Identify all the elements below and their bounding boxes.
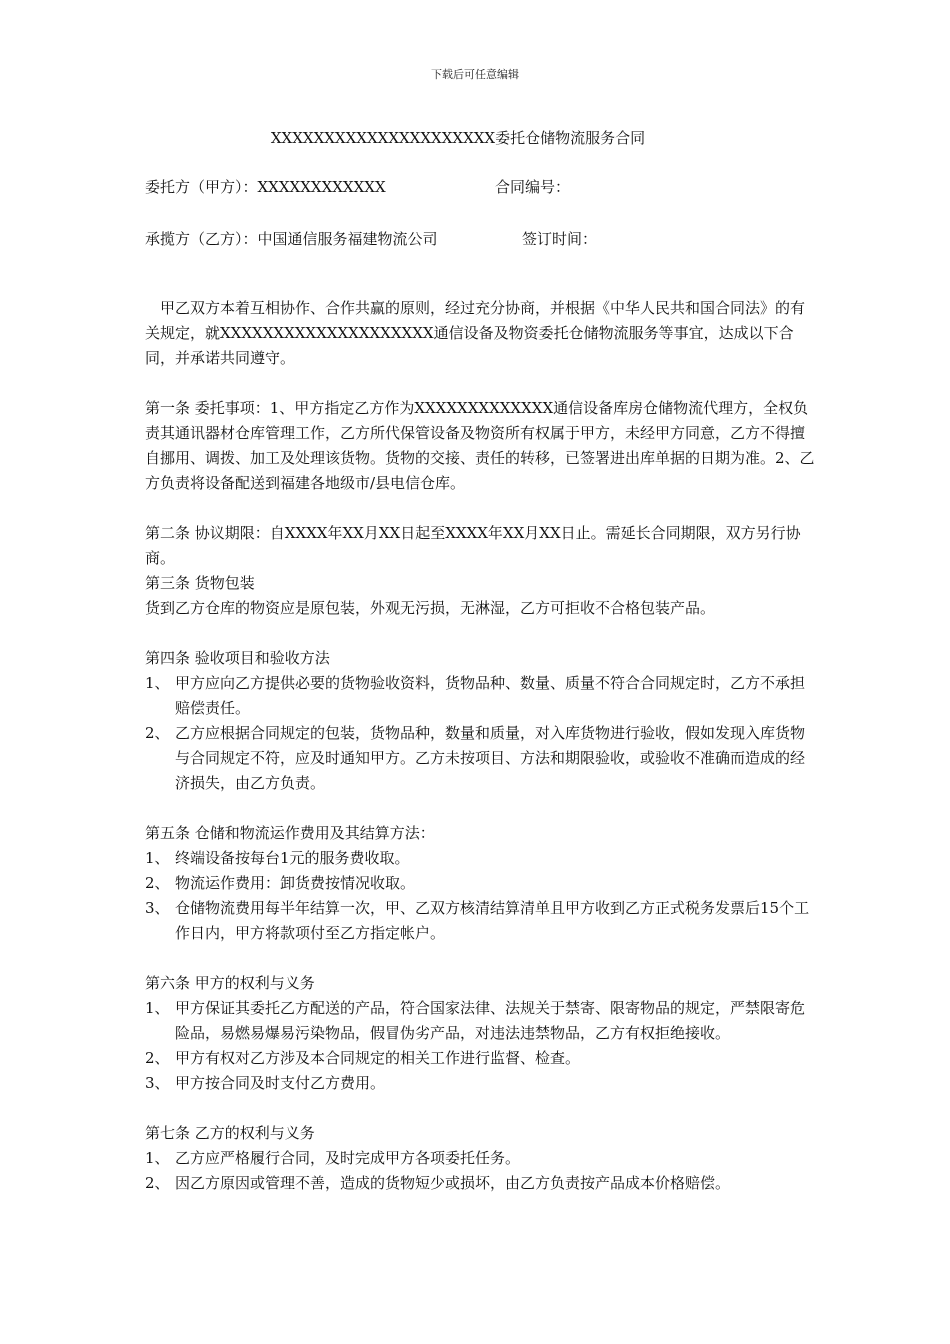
- item-number: 3、: [145, 899, 170, 917]
- item-number: 1、: [145, 999, 170, 1017]
- party-a-line: [145, 176, 571, 197]
- item-number: 2、: [145, 724, 170, 742]
- party-b-label: 承揽方（乙方）：中国通信服务福建物流公司: [145, 230, 438, 248]
- contract-body: [145, 296, 815, 1196]
- article-5-item: [145, 871, 815, 896]
- article-7-item: [145, 1171, 815, 1196]
- item-number: 2、: [145, 1174, 170, 1192]
- item-number: 2、: [145, 1049, 170, 1067]
- item-number: 1、: [145, 674, 170, 692]
- item-text: 因乙方原因或管理不善，造成的货物短少或损坏，由乙方负责按产品成本价格赔偿。: [175, 1174, 731, 1192]
- article-2: 第二条 协议期限：自XXXX年XX月XX日起至XXXX年XX月XX日止。需延长合同期限，双方另行协商。: [145, 524, 801, 567]
- article-5-item: [145, 846, 815, 871]
- article-4-item: [145, 721, 815, 796]
- article-6-heading: 第六条 甲方的权利与义务: [145, 974, 315, 992]
- item-text: 物流运作费用：卸货费按情况收取。: [175, 874, 416, 892]
- item-text: 终端设备按每台1元的服务费收取。: [175, 849, 410, 867]
- item-number: 1、: [145, 1149, 170, 1167]
- item-text: 仓储物流费用每半年结算一次，甲、乙双方核清结算清单且甲方收到乙方正式税务发票后15个工作日内，甲方将款项付至乙方指定帐户。: [175, 899, 810, 942]
- item-text: 甲方有权对乙方涉及本合同规定的相关工作进行监督、检查。: [175, 1049, 581, 1067]
- article-4-heading: 第四条 验收项目和验收方法: [145, 649, 330, 667]
- item-text: 乙方应根据合同规定的包装，货物品种，数量和质量，对入库货物进行验收，假如发现入库货物与合同规定不符，应及时通知甲方。乙方未按项目、方法和期限验收，或验收不准确而造成的经济损失，由乙方负责。: [175, 724, 806, 792]
- item-number: 2、: [145, 874, 170, 892]
- item-text: 甲方应向乙方提供必要的货物验收资料，货物品种、数量、质量不符合合同规定时，乙方不承担赔偿责任。: [175, 674, 806, 717]
- article-6-item: [145, 996, 815, 1046]
- item-number: 3、: [145, 1074, 170, 1092]
- item-text: 甲方按合同及时支付乙方费用。: [175, 1074, 386, 1092]
- article-6-item: [145, 1046, 815, 1071]
- contract-no-label: 合同编号：: [495, 178, 571, 196]
- party-b-line: [145, 228, 598, 249]
- document-title: XXXXXXXXXXXXXXXXXXXXX委托仓储物流服务合同: [270, 129, 646, 147]
- article-5-item: [145, 896, 815, 946]
- article-4-item: [145, 671, 815, 721]
- sign-time-label: 签订时间：: [522, 230, 598, 248]
- article-5-heading: 第五条 仓储和物流运作费用及其结算方法：: [145, 824, 435, 842]
- article-7-heading: 第七条 乙方的权利与义务: [145, 1124, 315, 1142]
- item-text: 甲方保证其委托乙方配送的产品，符合国家法律、法规关于禁寄、限寄物品的规定，严禁限寄危险品，易燃易爆易污染物品，假冒伪劣产品，对违法违禁物品，乙方有权拒绝接收。: [175, 999, 806, 1042]
- article-3-text: 货到乙方仓库的物资应是原包装，外观无污损，无淋湿，乙方可拒收不合格包装产品。: [145, 599, 716, 617]
- article-7-item: [145, 1146, 815, 1171]
- intro-paragraph: 甲乙双方本着互相协作、合作共赢的原则，经过充分协商，并根据《中华人民共和国合同法》的有关规定，就XXXXXXXXXXXXXXXXXXXX通信设备及物资委托仓储物流服务等事宜，达成以下合同，并承诺共同遵守。: [145, 299, 806, 367]
- party-a-label: 委托方（甲方）：XXXXXXXXXXXX: [145, 178, 386, 196]
- article-3-heading: 第三条 货物包装: [145, 574, 255, 592]
- item-text: 乙方应严格履行合同，及时完成甲方各项委托任务。: [175, 1149, 521, 1167]
- item-number: 1、: [145, 849, 170, 867]
- article-6-item: [145, 1071, 815, 1096]
- header-note: 下载后可任意编辑: [431, 68, 519, 81]
- article-1: 第一条 委托事项：1、甲方指定乙方作为XXXXXXXXXXXXX通信设备库房仓储物流代理方，全权负责其通讯器材仓库管理工作，乙方所代保管设备及物资所有权属于甲方，未经甲方同意，乙方不得擅自挪用、调拨、加工及处理该货物。货物的交接、责任的转移，已签署进出库单据的日期为准。2、乙方负责将设备配送到福建各地级市/县电信仓库。: [145, 399, 815, 492]
